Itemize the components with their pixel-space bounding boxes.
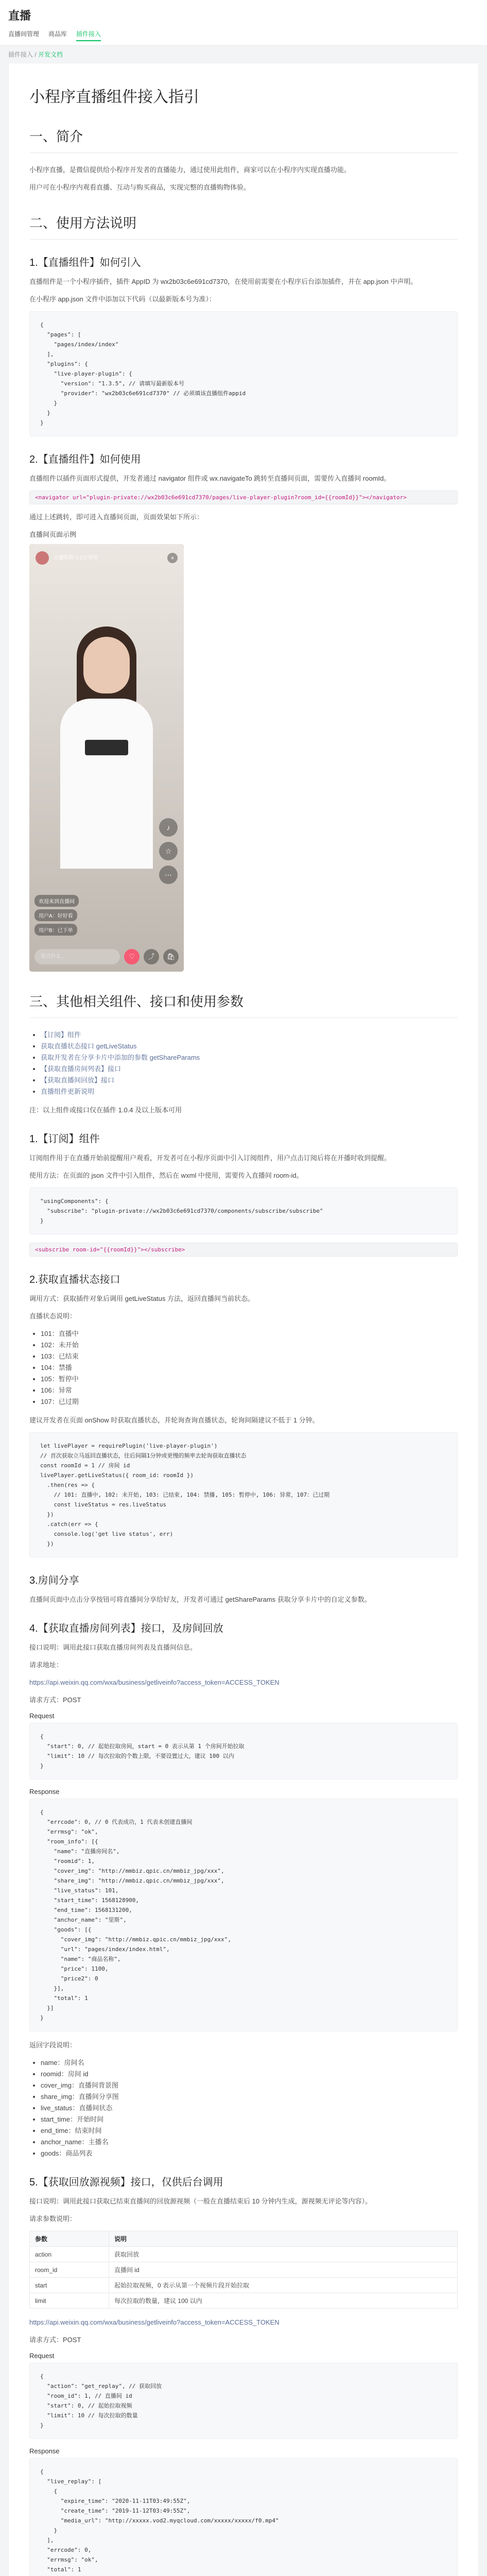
star-icon[interactable]: ☆	[159, 842, 178, 860]
code-navigator: <navigator url="plugin-private://wx2b03c6e691cd7370/pages/live-player-plugin?room_id={{roomId}}"></navigator>	[29, 490, 458, 504]
table-cell: 每次拉取的数量，建议 100 以内	[109, 2293, 457, 2309]
comment-item: 用户A：好好看	[34, 909, 77, 921]
request-label-2: Request	[29, 2352, 55, 2360]
comment-list	[34, 892, 132, 936]
code-subscribe-wxml: <subscribe room-id="{{roomId}}"></subscribe>	[29, 1243, 458, 1257]
field-item: • name：房间名	[41, 2057, 458, 2069]
table-row	[30, 2293, 458, 2309]
code-subscribe-json: "usingComponents": { "subscribe": "plugin-private://wx2b03c6e691cd7370/components/subscribe/subscribe" }	[29, 1188, 458, 1234]
related-p3: 调用方式：获取插件对象后调用 getLiveStatus 方法，返回直播间当前状态。	[29, 1295, 254, 1302]
breadcrumb: 插件接入 / 开发文档	[8, 51, 63, 58]
field-item: • anchor_name：主播名	[41, 2137, 458, 2148]
shop-bag-icon[interactable]: 🛍	[163, 949, 179, 964]
status-item: • 101：直播中	[41, 1328, 458, 1340]
related-p8: 接口说明：调用此接口获取已结束直播间的回放源视频（一般在直播结束后 10 分钟内生成，源视频无评论等内容）。	[29, 2197, 372, 2205]
params-table	[29, 2231, 458, 2309]
related-sub-2: 2.获取直播状态接口	[29, 1274, 120, 1285]
usage-p4: 通过上述跳转，即可进入直播间页面，页面效果如下所示：	[29, 513, 204, 521]
code-response-replay: { "live_replay": [ { "expire_time": "2020-11-11T03:49:55Z", "create_time": "2019-11-12T03:49:55Z", "media_url": "http://xxxxx.vod2.myqcloud.com/xxxxx/xxxxx/f0.mp4" } ], "errcode": 0, "errmsg": "ok", "total": 1	[29, 2458, 458, 2576]
related-link	[41, 1052, 458, 1063]
request-method-2: 请求方式：POST	[29, 2336, 81, 2344]
table-row	[30, 2278, 458, 2293]
response-label-2: Response	[29, 2447, 60, 2455]
status-item: • 107：已过期	[41, 1396, 458, 1408]
code-request-replay: { "action": "get_replay", // 获取回放 "room_id": 1, // 直播间 id "start": 0, // 起始拉取视频 "limit": 10 // 每次拉取的数量 }	[29, 2363, 458, 2439]
related-sub-5: 5.【获取回放源视频】接口，仅供后台调用	[29, 2177, 223, 2188]
table-cell: 直播间 id	[109, 2262, 457, 2278]
field-item: • end_time：结束时间	[41, 2125, 458, 2137]
music-icon[interactable]: ♪	[159, 818, 178, 837]
api-url-room-list[interactable]: https://api.weixin.qq.com/wxa/business/getliveinfo?access_token=ACCESS_TOKEN	[29, 1679, 280, 1686]
phone-label: 直播间页面示例	[29, 531, 77, 538]
top-bar	[0, 0, 487, 46]
tab-room-management[interactable]: 直播间管理	[8, 30, 40, 38]
table-cell: limit	[30, 2293, 109, 2309]
related-p1: 订阅组件用于在直播开始前提醒用户观看，开发者可在小程序页面中引入订阅组件，用户点击订阅后将在开播时收到提醒。	[29, 1154, 391, 1162]
table-cell: 起始拉取视频，0 表示从第一个视频片段开始拉取	[109, 2278, 457, 2293]
status-item: • 106：异常	[41, 1385, 458, 1396]
link-replay[interactable]: 【获取直播间回放】接口	[41, 1076, 115, 1084]
related-p7: 请求地址：	[29, 1661, 63, 1669]
field-item: • goods：商品列表	[41, 2148, 458, 2159]
usage-sub-1: 1.【直播组件】如何引入	[29, 257, 141, 268]
side-actions	[159, 813, 178, 884]
anchor-face	[83, 637, 130, 693]
status-item: • 104：禁播	[41, 1362, 458, 1374]
code-live-status: let livePlayer = requirePlugin('live-player-plugin') // 首次获取立马返回直播状态，往后间隔1分钟或更慢的频率去轮询获取直播状态 const roomId = 1 // 房间 id livePlayer.getLiveStatus({ room_id: roomId }) .then(res => { // 101: 直播中, 102: 未开始, 103: 已结束, 104: 禁播, 105: 暂停中, 106: 异常，107：已过期 const liveStatus = res.liveStatus }) .catch(err => { console.log('get live status', err) })	[29, 1432, 458, 1557]
link-get-live-status[interactable]: 获取直播状态接口 getLiveStatus	[41, 1042, 137, 1050]
field-item: • cover_img：直播间背景图	[41, 2080, 458, 2091]
table-cell: 获取回放	[109, 2247, 457, 2262]
intro-paragraph-1: 小程序直播，是微信提供给小程序开发者的直播能力，通过使用此组件，商家可以在小程序内实现直播功能。	[29, 166, 351, 174]
table-header-cell: 说明	[109, 2231, 457, 2247]
more-icon[interactable]: ⋯	[159, 866, 178, 884]
request-label: Request	[29, 1712, 55, 1720]
usage-p1: 直播组件是一个小程序插件，插件 AppID 为 wx2b03c6e691cd7370，在使用前需要在小程序后台添加插件，并在 app.json 中声明。	[29, 278, 418, 285]
related-link	[41, 1029, 458, 1041]
table-cell: action	[30, 2247, 109, 2262]
usage-p2: 在小程序 app.json 文件中添加以下代码（以最新版本号为准）：	[29, 295, 216, 303]
link-room-list[interactable]: 【获取直播房间列表】接口	[41, 1065, 121, 1073]
related-sub-4: 4.【获取直播房间列表】接口，及房间回放	[29, 1623, 223, 1634]
section-intro-heading: 一、简介	[29, 126, 458, 153]
fields-list	[29, 2057, 458, 2159]
related-p6: 接口说明：调用此接口获取直播房间列表及直播间信息。	[29, 1643, 197, 1651]
breadcrumb-item[interactable]: 插件接入	[8, 51, 33, 58]
status-list	[29, 1328, 458, 1408]
live-top-info	[36, 551, 178, 565]
tab-goods-library[interactable]: 商品库	[48, 30, 67, 38]
watch-count: 1.2万观看	[75, 555, 98, 561]
doc-title: 小程序直播组件接入指引	[29, 89, 199, 106]
usage-sub-2: 2.【直播组件】如何使用	[29, 454, 141, 465]
field-item: • start_time：开始时间	[41, 2114, 458, 2125]
table-row	[30, 2247, 458, 2262]
comment-input[interactable]: 说点什么...	[34, 949, 120, 964]
table-header-row	[30, 2231, 458, 2247]
related-link	[41, 1063, 458, 1075]
comment-item: 用户B：已下单	[34, 924, 77, 936]
tab-plugin-access[interactable]: 插件接入	[76, 29, 101, 41]
status-item: • 103：已结束	[41, 1351, 458, 1362]
code-response-room-list: { "errcode": 0, // 0 代表成功，1 代表未创建直播间 "errmsg": "ok", "room_info": [{ "name": "直播房间名", "roomid": 1, "cover_img": "http://mmbiz.qpic.cn/mmbiz_jpg/xxx", "share_img": "http://mmbiz.qpic.cn/mmbiz_jpg/xxx", "live_status": 101, "start_time": 1568128900, "end_time": 1568131200, "anchor_name": "里斯", "goods": [{ "cover_img": "http://mmbiz.qpic.cn/mmbiz_jpg/xxx", "url": "pages/index/index.html", "name": "商品名称", "price": 1100, "price2": 0 }], "total": 1 }] }	[29, 1799, 458, 2031]
close-icon[interactable]: ×	[167, 553, 178, 563]
related-p4: 建议开发者在页面 onShow 时获取直播状态，并轮询查询直播状态，轮询间隔建议不低于 1 分钟。	[29, 1416, 319, 1424]
app-title: 直播	[8, 9, 31, 22]
field-item: • share_img：直播间分享图	[41, 2091, 458, 2103]
link-changelog[interactable]: 直播组件更新说明	[41, 1088, 95, 1095]
link-subscribe[interactable]: 【订阅】组件	[41, 1031, 81, 1039]
table-cell: start	[30, 2278, 109, 2293]
document	[8, 63, 479, 2576]
related-p5: 直播间页面中点击分享按钮可将直播间分享给好友，开发者可通过 getShareParams 获取分享卡片中的自定义参数。	[29, 1596, 371, 1603]
related-link	[41, 1086, 458, 1097]
table-cell: room_id	[30, 2262, 109, 2278]
related-note: 注：以上组件或接口仅在插件 1.0.4 及以上版本可用	[29, 1106, 182, 1114]
usage-p3: 直播组件以插件页面形式提供，开发者通过 navigator 组件或 wx.navigateTo 跳转至直播间页面，需要传入直播间 roomId。	[29, 474, 391, 482]
request-method: 请求方式：POST	[29, 1696, 81, 1704]
anchor-info[interactable]	[36, 551, 98, 565]
live-bottom-bar	[34, 949, 179, 964]
comment-item: 欢迎来到直播间	[34, 895, 79, 907]
intro-paragraph-2: 用户可在小程序内观看直播、互动与购买商品，实现完整的直播购物体验。	[29, 183, 251, 191]
fields-title: 返回字段说明：	[29, 2041, 77, 2049]
anchor-body	[60, 699, 153, 869]
field-item: • roomid：房间 id	[41, 2069, 458, 2080]
code-block-app-json: { "pages": [ "pages/index/index" ], "plugins": { "live-player-plugin": { "version": "1.3.5", // 请填写最新版本号 "provider": "wx2b03c6e691cd7370" // 必须填该直播组件appid } } }	[29, 311, 458, 436]
live-room-preview	[29, 544, 184, 972]
link-share-params[interactable]: 获取开发者在分享卡片中添加的参数 getShareParams	[41, 1054, 200, 1061]
anchor-name: 主播昵称	[53, 555, 74, 561]
related-sub-3: 3.房间分享	[29, 1575, 79, 1586]
breadcrumb-current: 开发文档	[38, 51, 63, 58]
status-item: • 105：暂停中	[41, 1374, 458, 1385]
related-link	[41, 1041, 458, 1052]
top-tabs	[8, 29, 479, 41]
table-header-cell: 参数	[30, 2231, 109, 2247]
status-title: 直播状态说明：	[29, 1312, 77, 1320]
shirt-logo	[85, 740, 128, 755]
code-request-room-list: { "start": 0, // 起始拉取房间，start = 0 表示从第 1 个房间开始拉取 "limit": 10 // 每次拉取的个数上限，不要设置过大，建议 100 以内 }	[29, 1723, 458, 1780]
related-p2: 使用方法：在页面的 json 文件中引入组件，然后在 wxml 中使用，需要传入直播间 room-id。	[29, 1172, 303, 1179]
related-sub-1: 1.【订阅】组件	[29, 1133, 100, 1145]
field-item: • live_status：直播间状态	[41, 2103, 458, 2114]
table-row	[30, 2262, 458, 2278]
like-icon[interactable]: ♡	[124, 949, 140, 964]
api-url-replay[interactable]: https://api.weixin.qq.com/wxa/business/getliveinfo?access_token=ACCESS_TOKEN	[29, 2318, 280, 2326]
related-p9: 请求参数说明：	[29, 2215, 77, 2223]
share-icon[interactable]: ⤴	[144, 949, 159, 964]
related-links	[29, 1029, 458, 1097]
section-usage-heading: 二、使用方法说明	[29, 213, 458, 240]
status-item: • 102：未开始	[41, 1340, 458, 1351]
response-label: Response	[29, 1788, 60, 1795]
related-link	[41, 1075, 458, 1086]
anchor-avatar[interactable]	[36, 551, 49, 565]
section-related-heading: 三、其他相关组件、接口和使用参数	[29, 991, 458, 1018]
